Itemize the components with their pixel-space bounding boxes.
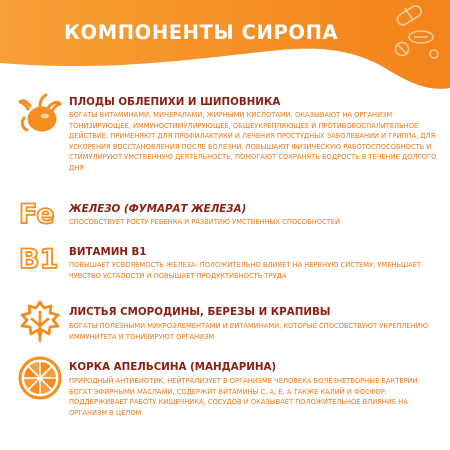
svg-text:Fe: Fe <box>19 199 55 229</box>
section-sea-buckthorn-rosehip <box>0 88 450 183</box>
section-heading: ВИТАМИН B1 <box>69 246 147 258</box>
section-heading: ЖЕЛЕЗО (ФУМАРАТ ЖЕЛЕЗА) <box>69 203 247 215</box>
orange-slice-icon <box>18 356 62 400</box>
section-heading: ЛИСТЬЯ СМОРОДИНЫ, БЕРЕЗЫ И КРАПИВЫ <box>69 306 331 318</box>
section-heading: КОРКА АПЕЛЬСИНА (МАНДАРИНА) <box>69 361 277 373</box>
section-description: ПРИРОДНЫЙ АНТИБИОТИК, НЕЙТРАЛИЗУЕТ В ОРГАНИЗМЕ ЧЕЛОВЕКА БОЛЕЗНЕТВОРНЫЕ БАКТЕРИИ. БОГАТ ЭФИРНЫМИ МАСЛАМИ, СОДЕРЖИТ ВИТАМИНЫ С, А, Е, А ТАКЖЕ КАЛИЙ И ФОСФОР. ПОДДЕРЖИВАЕТ РАБОТУ КИШЕЧНИКА, СОСУДОВ И ОКАЗЫВАЕТ ПОЛОЖИТЕЛЬНОЕ ВЛИЯНИЕ НА ОРГАНИЗМ В ЦЕЛОМ <box>69 377 420 417</box>
section-description: БОГАТЫ ПОЛЕЗНЫМИ МИКРОЭЛЕМЕНТАМИ И ВИТАМИНАМИ, КОТОРЫЕ СПОСОБСТВУЮТ УКРЕПЛЕНИЮ ИММУНИТЕТА И ТОНИЗИРУЮТ ОРГАНИЗМ <box>69 322 428 341</box>
section-heading: ПЛОДЫ ОБЛЕПИХИ И ШИПОВНИКА <box>69 96 281 108</box>
section-description: ПОВЫШАЕТ УСВОЯЕМОСТЬ ЖЕЛЕЗА. ПОЛОЖИТЕЛЬНО ВЛИЯЕТ НА НЕРВНУЮ СИСТЕМУ, УМЕНЬШАЕТ ЧУВСТВО УСТАЛОСТИ И ПОВЫШАЕТ ПРОДУКТИВНОСТЬ ТРУДА <box>69 261 422 280</box>
page-title: КОМПОНЕНТЫ СИРОПА <box>64 21 339 44</box>
currant-leaf-icon <box>18 298 62 342</box>
capsules-decoration-icon <box>374 4 444 64</box>
berries-icon <box>18 92 62 136</box>
header-banner <box>0 0 450 95</box>
section-iron <box>0 193 450 233</box>
section-vitamin-b1 <box>0 240 450 290</box>
fe-element-icon <box>18 197 62 241</box>
section-leaves <box>0 298 450 350</box>
svg-text:B1: B1 <box>19 244 59 274</box>
section-orange-peel <box>0 352 450 442</box>
section-description: БОГАТЫ ВИТАМИНАМИ, МИНЕРАЛАМИ, ЖИРНЫМИ КИСЛОТАМИ. ОКАЗЫВАЮТ НА ОРГАНИЗМ ТОНИЗИРУЮЩЕЕ, ИММУНОСТИМУЛИРУЮЩЕЕ, ОБЩЕУКРЕПЛЯЮЩЕЕ И ПРОТИВОВОСПАЛИТЕЛЬНОЕ ДЕЙСТВИЕ. ПРИМЕНЯЮТ ДЛЯ ПРОФИЛАКТИКИ И ЛЕЧЕНИЯ ПРОСТУДНЫХ ЗАБОЛЕВАНИЙ И ГРИППА, ДЛЯ УСКОРЕНИЯ ВОССТАНОВЛЕНИЯ ПОСЛЕ БОЛЕЗНИ. ПОВЫШАЮТ ФИЗИЧЕСКУЮ РАБОТОСПОСОБНОСТЬ И СТИМУЛИРУЮТ УМСТВЕННУЮ ДЕЯТЕЛЬНОСТЬ, ПОМОГАЮТ СОХРАНЯТЬ БОДРОСТЬ В ТЕЧЕНИЕ ДОЛГОГО ДНЯ <box>69 111 437 172</box>
section-description: СПОСОБСТВУЕТ РОСТУ РЕБЕНКА И РАЗВИТИЮ УМСТВЕННЫХ СПОСОБНОСТЕЙ <box>69 218 341 226</box>
vitamin-b1-icon <box>18 242 62 286</box>
